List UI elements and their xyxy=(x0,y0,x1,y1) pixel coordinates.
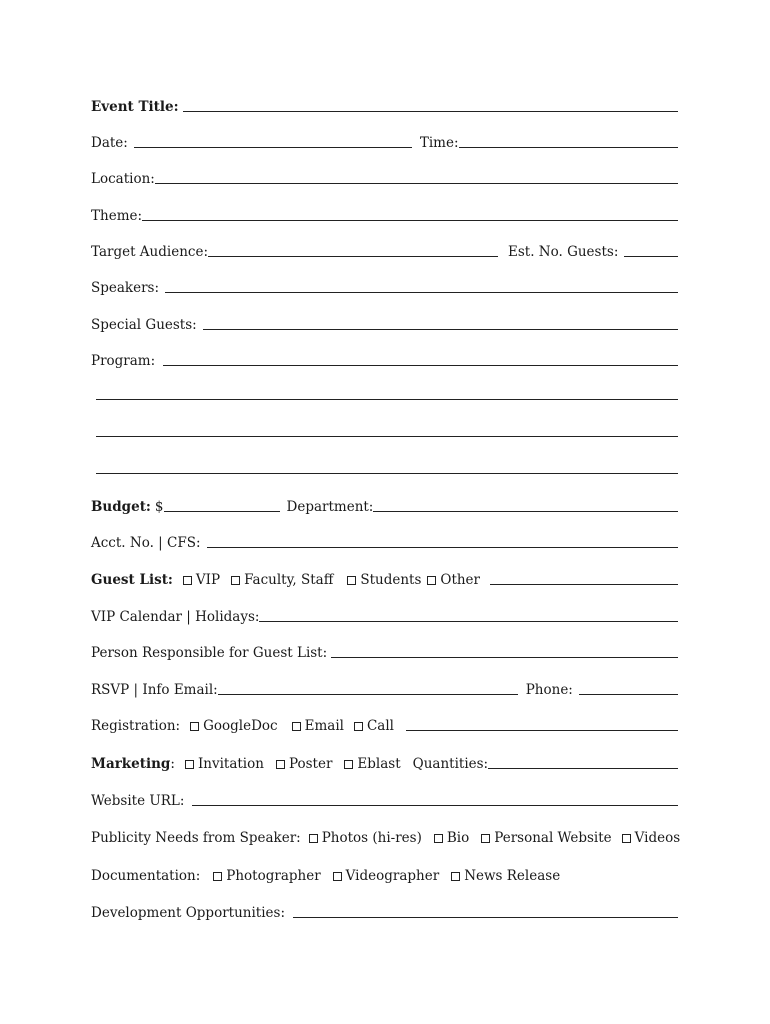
guest-list-label: Guest List: xyxy=(91,572,173,588)
phone-label: Phone: xyxy=(525,682,573,698)
website-url-row xyxy=(91,787,678,809)
rsvp-field[interactable] xyxy=(218,694,518,695)
event-title-label: Event Title: xyxy=(91,99,179,115)
acct-field[interactable] xyxy=(207,547,679,548)
program-line-2 xyxy=(96,381,678,403)
rsvp-row xyxy=(91,676,678,698)
registration-label: Registration: xyxy=(91,718,181,734)
checkbox-icon[interactable] xyxy=(451,872,460,881)
date-time-row xyxy=(91,129,678,151)
checkbox-icon[interactable] xyxy=(276,760,285,769)
website-url-label: Website URL: xyxy=(91,793,185,809)
registration-other-field[interactable] xyxy=(406,730,678,731)
checkbox-icon[interactable] xyxy=(481,834,490,843)
checkbox-icon[interactable] xyxy=(309,834,318,843)
checkbox-icon[interactable] xyxy=(622,834,631,843)
person-responsible-row xyxy=(91,639,678,661)
est-guests-label: Est. No. Guests: xyxy=(508,244,619,260)
program-row xyxy=(91,347,678,369)
publicity-option-photos[interactable]: Photos (hi-res) xyxy=(309,830,422,846)
acct-label: Acct. No. | CFS: xyxy=(91,535,201,551)
publicity-option-personal-website[interactable]: Personal Website xyxy=(481,830,611,846)
target-audience-row xyxy=(91,238,678,260)
special-guests-row xyxy=(91,311,678,333)
speakers-row xyxy=(91,274,678,296)
checkbox-icon[interactable] xyxy=(213,872,222,881)
checkbox-icon[interactable] xyxy=(344,760,353,769)
documentation-label: Documentation: xyxy=(91,868,201,884)
program-label: Program: xyxy=(91,353,156,369)
theme-field[interactable] xyxy=(142,220,678,221)
program-field-4[interactable] xyxy=(96,473,678,474)
speakers-field[interactable] xyxy=(165,292,678,293)
checkbox-icon[interactable] xyxy=(185,760,194,769)
budget-label: Budget: xyxy=(91,499,151,515)
budget-field[interactable] xyxy=(164,511,280,512)
guest-other-field[interactable] xyxy=(490,584,678,585)
registration-option-email[interactable]: Email xyxy=(292,718,344,734)
target-audience-label: Target Audience: xyxy=(91,244,208,260)
publicity-label: Publicity Needs from Speaker: xyxy=(91,830,301,846)
program-line-3 xyxy=(96,418,678,440)
guest-option-faculty-staff[interactable]: Faculty, Staff xyxy=(231,572,333,588)
person-responsible-field[interactable] xyxy=(331,657,678,658)
registration-option-call[interactable]: Call xyxy=(354,718,394,734)
marketing-label: Marketing xyxy=(91,756,171,772)
registration-row xyxy=(91,712,678,734)
development-label: Development Opportunities: xyxy=(91,905,285,921)
publicity-row xyxy=(91,824,681,846)
registration-option-googledoc[interactable]: GoogleDoc xyxy=(190,718,278,734)
time-label: Time: xyxy=(419,135,459,151)
vip-calendar-row xyxy=(91,603,678,625)
checkbox-icon[interactable] xyxy=(183,576,192,585)
guest-option-other[interactable]: Other xyxy=(427,572,480,588)
date-field[interactable] xyxy=(134,147,412,148)
vip-calendar-label: VIP Calendar | Holidays: xyxy=(91,609,260,625)
checkbox-icon[interactable] xyxy=(190,722,199,731)
program-field-2[interactable] xyxy=(96,399,678,400)
marketing-row xyxy=(91,750,678,772)
marketing-option-invitation[interactable]: Invitation xyxy=(185,756,264,772)
marketing-option-eblast[interactable]: Eblast xyxy=(344,756,400,772)
checkbox-icon[interactable] xyxy=(231,576,240,585)
budget-currency: $ xyxy=(154,499,164,515)
checkbox-icon[interactable] xyxy=(354,722,363,731)
program-field-3[interactable] xyxy=(96,436,678,437)
quantities-label: Quantities: xyxy=(412,756,489,772)
marketing-option-poster[interactable]: Poster xyxy=(276,756,332,772)
department-label: Department: xyxy=(286,499,374,515)
checkbox-icon[interactable] xyxy=(434,834,443,843)
department-field[interactable] xyxy=(373,511,678,512)
guest-option-students[interactable]: Students xyxy=(347,572,421,588)
time-field[interactable] xyxy=(459,147,678,148)
program-line-4 xyxy=(96,455,678,477)
documentation-option-videographer[interactable]: Videographer xyxy=(333,868,440,884)
date-label: Date: xyxy=(91,135,128,151)
publicity-option-videos[interactable]: Videos xyxy=(622,830,681,846)
documentation-option-photographer[interactable]: Photographer xyxy=(213,868,320,884)
acct-row xyxy=(91,529,678,551)
marketing-colon: : xyxy=(170,756,175,772)
est-guests-field[interactable] xyxy=(624,256,678,257)
checkbox-icon[interactable] xyxy=(333,872,342,881)
theme-label: Theme: xyxy=(91,208,143,224)
guest-option-vip[interactable]: VIP xyxy=(183,572,220,588)
publicity-option-bio[interactable]: Bio xyxy=(434,830,469,846)
location-field[interactable] xyxy=(155,183,678,184)
documentation-option-news-release[interactable]: News Release xyxy=(451,868,560,884)
special-guests-label: Special Guests: xyxy=(91,317,197,333)
speakers-label: Speakers: xyxy=(91,280,160,296)
theme-row xyxy=(91,202,678,224)
guest-list-row xyxy=(91,566,678,588)
checkbox-icon[interactable] xyxy=(427,576,436,585)
event-title-field[interactable] xyxy=(183,111,678,112)
vip-calendar-field[interactable] xyxy=(259,621,678,622)
development-row xyxy=(91,899,678,921)
development-field[interactable] xyxy=(293,917,678,918)
documentation-row xyxy=(91,862,678,884)
program-field[interactable] xyxy=(163,365,678,366)
location-row xyxy=(91,165,678,187)
rsvp-label: RSVP | Info Email: xyxy=(91,682,218,698)
target-audience-field[interactable] xyxy=(208,256,498,257)
budget-row xyxy=(91,493,678,515)
phone-field[interactable] xyxy=(579,694,678,695)
checkbox-icon[interactable] xyxy=(292,722,301,731)
special-guests-field[interactable] xyxy=(203,329,678,330)
quantities-field[interactable] xyxy=(488,768,678,769)
website-url-field[interactable] xyxy=(192,805,678,806)
location-label: Location: xyxy=(91,171,155,187)
checkbox-icon[interactable] xyxy=(347,576,356,585)
person-responsible-label: Person Responsible for Guest List: xyxy=(91,645,328,661)
event-title-row xyxy=(91,93,678,115)
